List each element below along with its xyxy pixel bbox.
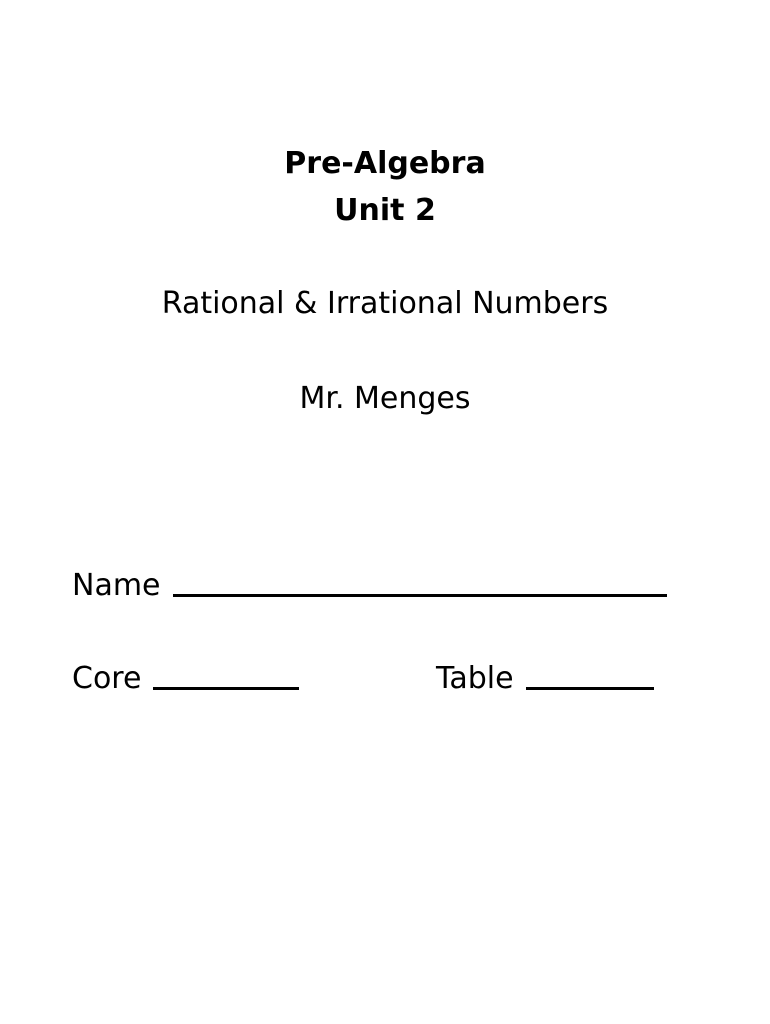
document-subtitle: Rational & Irrational Numbers xyxy=(161,286,609,321)
core-label: Core xyxy=(72,661,142,696)
core-field xyxy=(72,661,299,696)
table-field xyxy=(436,661,654,696)
table-blank-line[interactable] xyxy=(526,663,654,690)
table-label: Table xyxy=(436,661,514,696)
name-label: Name xyxy=(72,568,161,603)
document-title: Pre-Algebra xyxy=(284,146,486,181)
name-field xyxy=(72,568,667,603)
core-blank-line[interactable] xyxy=(153,663,299,690)
unit-heading: Unit 2 xyxy=(334,193,436,228)
name-blank-line[interactable] xyxy=(173,570,667,597)
teacher-name: Mr. Menges xyxy=(299,381,471,416)
